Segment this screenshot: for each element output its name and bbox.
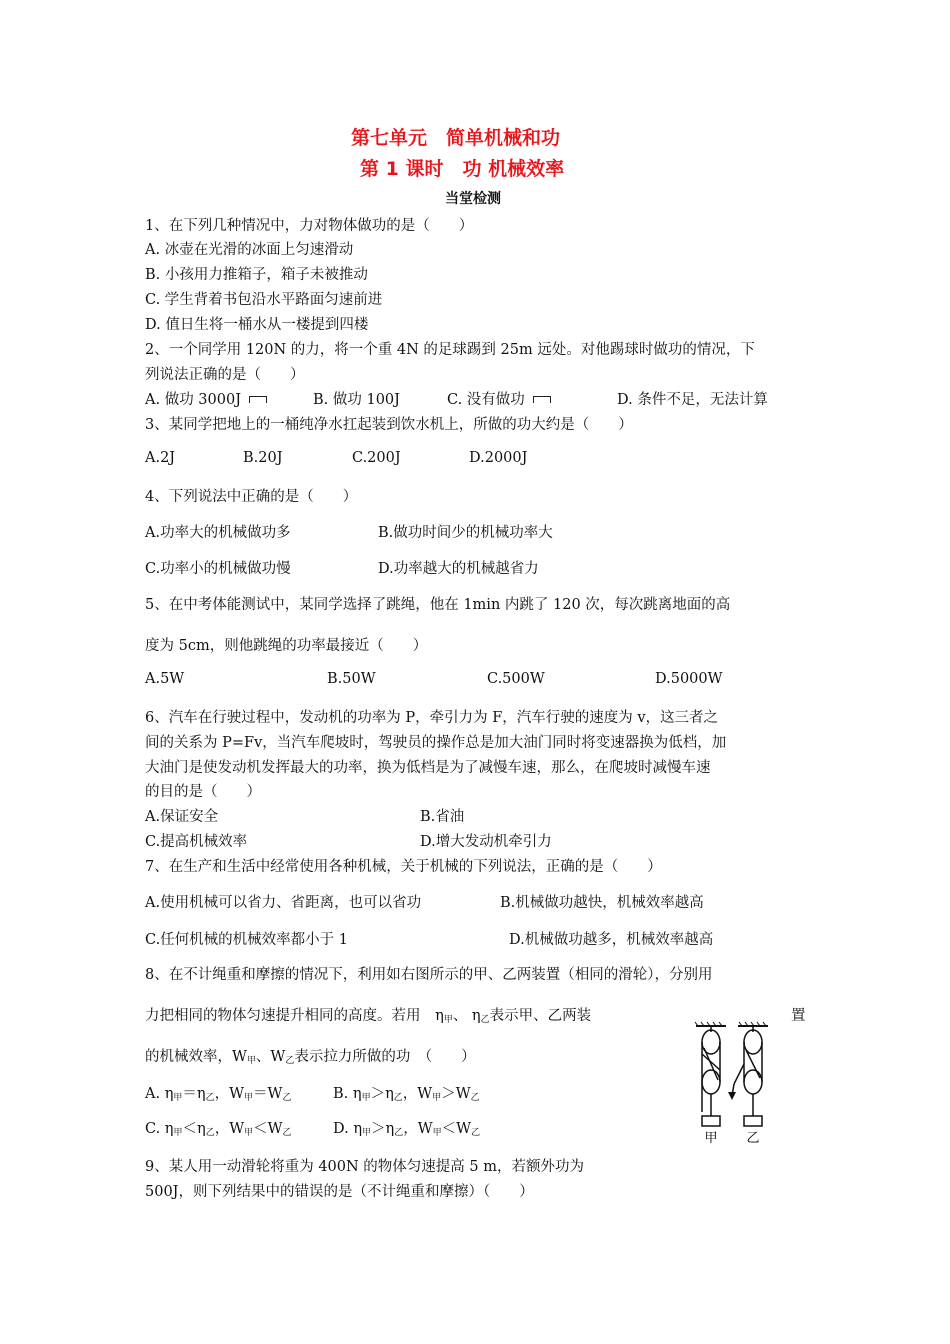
- q8-text: 表示甲、乙两装: [489, 1008, 592, 1024]
- subscript-jia: 甲: [432, 1128, 442, 1138]
- subscript-yi: 乙: [205, 1128, 215, 1138]
- q3-option-b: B.20J: [243, 450, 283, 466]
- q6-option-b: B.省油: [420, 809, 465, 825]
- q8-text: 力把相同的物体匀速提升相同的高度。若用: [145, 1008, 421, 1024]
- relation-sign: ＜: [182, 1121, 197, 1137]
- q6-option-c: C.提高机械效率: [145, 834, 248, 850]
- eta-symbol: η: [164, 1121, 174, 1137]
- unit-title: 第七单元 简单机械和功: [351, 127, 561, 149]
- relation-sign: ＝: [253, 1086, 268, 1102]
- q3-option-c: C.200J: [352, 450, 401, 466]
- eta-symbol: η: [164, 1086, 174, 1102]
- q6-stem-line4: 的目的是（ ）: [145, 784, 261, 800]
- subscript-jia: 甲: [173, 1093, 183, 1103]
- eta-symbol: η: [471, 1008, 481, 1024]
- q5-option-d: D.5000W: [655, 671, 723, 687]
- q8-text: ，W: [402, 1086, 433, 1102]
- q3-option-a: A.2J: [145, 450, 176, 466]
- subscript-yi: 乙: [282, 1093, 292, 1103]
- option-letter: A.: [145, 1086, 161, 1102]
- pull-arrow-icon: [728, 1084, 736, 1100]
- q2-option-c-text: C. 没有做功: [447, 392, 525, 408]
- q5-stem-line1: 5、在中考体能测试中，某同学选择了跳绳，他在 1min 内跳了 120 次，每次跳离地面的高: [145, 597, 731, 613]
- eta-symbol: η: [385, 1086, 394, 1102]
- q2-stem-line2: 列说法正确的是（ ）: [145, 367, 305, 383]
- q6-stem-line1: 6、汽车在行驶过程中，发动机的功率为 P，牵引力为 F，汽车行驶的速度为 v，这三者之: [145, 710, 719, 726]
- subscript-yi: 乙: [394, 1128, 404, 1138]
- section-heading: 当堂检测: [445, 191, 501, 207]
- subscript-jia: 甲: [432, 1093, 442, 1103]
- q1-option-a: A. 冰壶在光滑的冰面上匀速滑动: [145, 242, 354, 258]
- subscript-jia: 甲: [362, 1128, 372, 1138]
- q7-option-d: D.机械做功越多，机械效率越高: [509, 932, 714, 948]
- q7-stem: 7、在生产和生活中经常使用各种机械，关于机械的下列说法，正确的是（ ）: [145, 859, 662, 875]
- q2-option-a: [145, 388, 267, 409]
- eta-symbol: η: [196, 1086, 206, 1102]
- relation-sign: ＞: [370, 1086, 386, 1102]
- q8-text: 、W: [255, 1049, 286, 1065]
- q2-option-c: [447, 388, 551, 409]
- q8-stem-line2: [145, 1004, 591, 1025]
- eta-symbol: η: [385, 1121, 395, 1137]
- relation-sign: ＞: [441, 1086, 456, 1102]
- pulley-figure: [690, 1020, 780, 1150]
- q2-option-d: D. 条件不足，无法计算: [617, 392, 768, 408]
- q8-option-d: [333, 1117, 480, 1138]
- q1-stem: 1、在下列几种情况中，力对物体做功的是（ ）: [145, 218, 474, 234]
- subscript-yi: 乙: [282, 1128, 292, 1138]
- q4-option-b: B.做功时间少的机械功率大: [378, 525, 553, 541]
- subscript-yi: 乙: [471, 1128, 481, 1138]
- label-yi: 乙: [746, 1131, 760, 1146]
- q8-option-a: [145, 1082, 291, 1103]
- q8-stem-line3: [145, 1045, 476, 1066]
- q8-text: 的机械效率，W: [145, 1049, 247, 1065]
- q5-option-a: A.5W: [145, 671, 185, 687]
- q6-option-d: D.增大发动机牵引力: [420, 834, 552, 850]
- subscript-jia: 甲: [173, 1128, 183, 1138]
- q1-option-d: D. 值日生将一桶水从一楼提到四楼: [145, 317, 369, 333]
- eta-symbol: η: [197, 1121, 206, 1137]
- subscript-jia: 甲: [443, 1015, 453, 1025]
- q4-stem: 4、下列说法中正确的是（ ）: [145, 489, 358, 505]
- subscript-jia: 甲: [246, 1056, 256, 1066]
- q7-option-c: C.任何机械的机械效率都小于 1: [145, 932, 349, 948]
- relation-sign: ＜: [441, 1121, 457, 1137]
- q6-stem-line2: 间的关系为 P=Fv，当汽车爬坡时，驾驶员的操作总是加大油门同时将变速器换为低档，加: [145, 735, 727, 751]
- relation-sign: ＝: [182, 1086, 197, 1102]
- q1-option-b: B. 小孩用力推箱子，箱子未被推动: [145, 267, 368, 283]
- pulley-system-jia: [702, 1026, 720, 1126]
- eta-symbol: η: [352, 1086, 362, 1102]
- q5-option-c: C.500W: [487, 671, 545, 687]
- ceiling-mount-left: [695, 1022, 726, 1026]
- q4-option-d: D.功率越大的机械越省力: [378, 561, 539, 577]
- q4-option-a: A.功率大的机械做功多: [145, 525, 291, 541]
- subscript-yi: 乙: [393, 1093, 403, 1103]
- subscript-yi: 乙: [480, 1015, 490, 1025]
- q6-option-a: A.保证安全: [145, 809, 219, 825]
- q8-text: W: [455, 1086, 471, 1102]
- q8-stem-line1: 8、在不计绳重和摩擦的情况下，利用如右图所示的甲、乙两装置（相同的滑轮），分别用: [145, 967, 713, 983]
- q8-text: 表示拉力所做的功 （ ）: [294, 1049, 476, 1065]
- q8-text: ，W: [403, 1121, 433, 1137]
- q6-stem-line3: 大油门是使发动机发挥最大的功率，换为低档是为了减慢车速，那么，在爬坡时减慢车速: [145, 760, 711, 776]
- q9-stem-line2: 500J，则下列结果中的错误的是（不计绳重和摩擦）（ ）: [145, 1184, 534, 1200]
- label-jia: 甲: [704, 1131, 718, 1146]
- q5-option-b: B.50W: [327, 671, 376, 687]
- separator: 、: [452, 1008, 468, 1024]
- q8-option-b: [333, 1082, 480, 1103]
- option-letter: C.: [145, 1121, 161, 1137]
- q2-stem-line1: 2、一个同学用 120N 的力，将一个重 4N 的足球踢到 25m 远处。对他踢球时做功的情况，下: [145, 342, 755, 358]
- q3-option-d: D.2000J: [469, 450, 528, 466]
- pulley-system-yi: [734, 1026, 762, 1126]
- subscript-yi: 乙: [285, 1056, 295, 1066]
- q8-stem-line2-end: 置: [791, 1008, 806, 1024]
- ink-mark-icon: [533, 396, 551, 403]
- q3-stem: 3、某同学把地上的一桶纯净水扛起装到饮水机上，所做的功大约是（ ）: [145, 417, 633, 433]
- option-letter: D.: [333, 1121, 349, 1137]
- subscript-jia: 甲: [361, 1093, 371, 1103]
- option-letter: B.: [333, 1086, 349, 1102]
- q8-text: ，W: [214, 1121, 245, 1137]
- relation-sign: ＞: [371, 1121, 386, 1137]
- q8-text: ，W: [214, 1086, 245, 1102]
- subscript-jia: 甲: [244, 1128, 254, 1138]
- ink-mark-icon: [249, 396, 267, 403]
- q8-option-c: [145, 1117, 292, 1138]
- q7-option-a: A.使用机械可以省力、省距离，也可以省功: [145, 895, 422, 911]
- q7-option-b: B.机械做功越快，机械效率越高: [500, 895, 704, 911]
- relation-sign: ＜: [253, 1121, 268, 1137]
- q1-option-c: C. 学生背着书包沿水平路面匀速前进: [145, 292, 383, 308]
- q5-stem-line2: 度为 5cm，则他跳绳的功率最接近（ ）: [145, 638, 428, 654]
- q8-text: W: [267, 1121, 283, 1137]
- subscript-jia: 甲: [244, 1093, 254, 1103]
- subscript-yi: 乙: [205, 1093, 215, 1103]
- q2-option-b: B. 做功 100J: [313, 392, 400, 408]
- q8-text: W: [267, 1086, 283, 1102]
- ceiling-mount-right: [738, 1022, 768, 1026]
- q2-option-a-text: A. 做功 3000J: [145, 392, 242, 408]
- subscript-yi: 乙: [470, 1093, 480, 1103]
- eta-symbol: η: [353, 1121, 363, 1137]
- q8-text: W: [456, 1121, 472, 1137]
- lesson-title: 第 1 课时 功 机械效率: [360, 158, 565, 180]
- q4-option-c: C.功率小的机械做功慢: [145, 561, 291, 577]
- eta-symbol: η: [435, 1008, 444, 1024]
- q9-stem-line1: 9、某人用一动滑轮将重为 400N 的物体匀速提高 5 m，若额外功为: [145, 1159, 584, 1175]
